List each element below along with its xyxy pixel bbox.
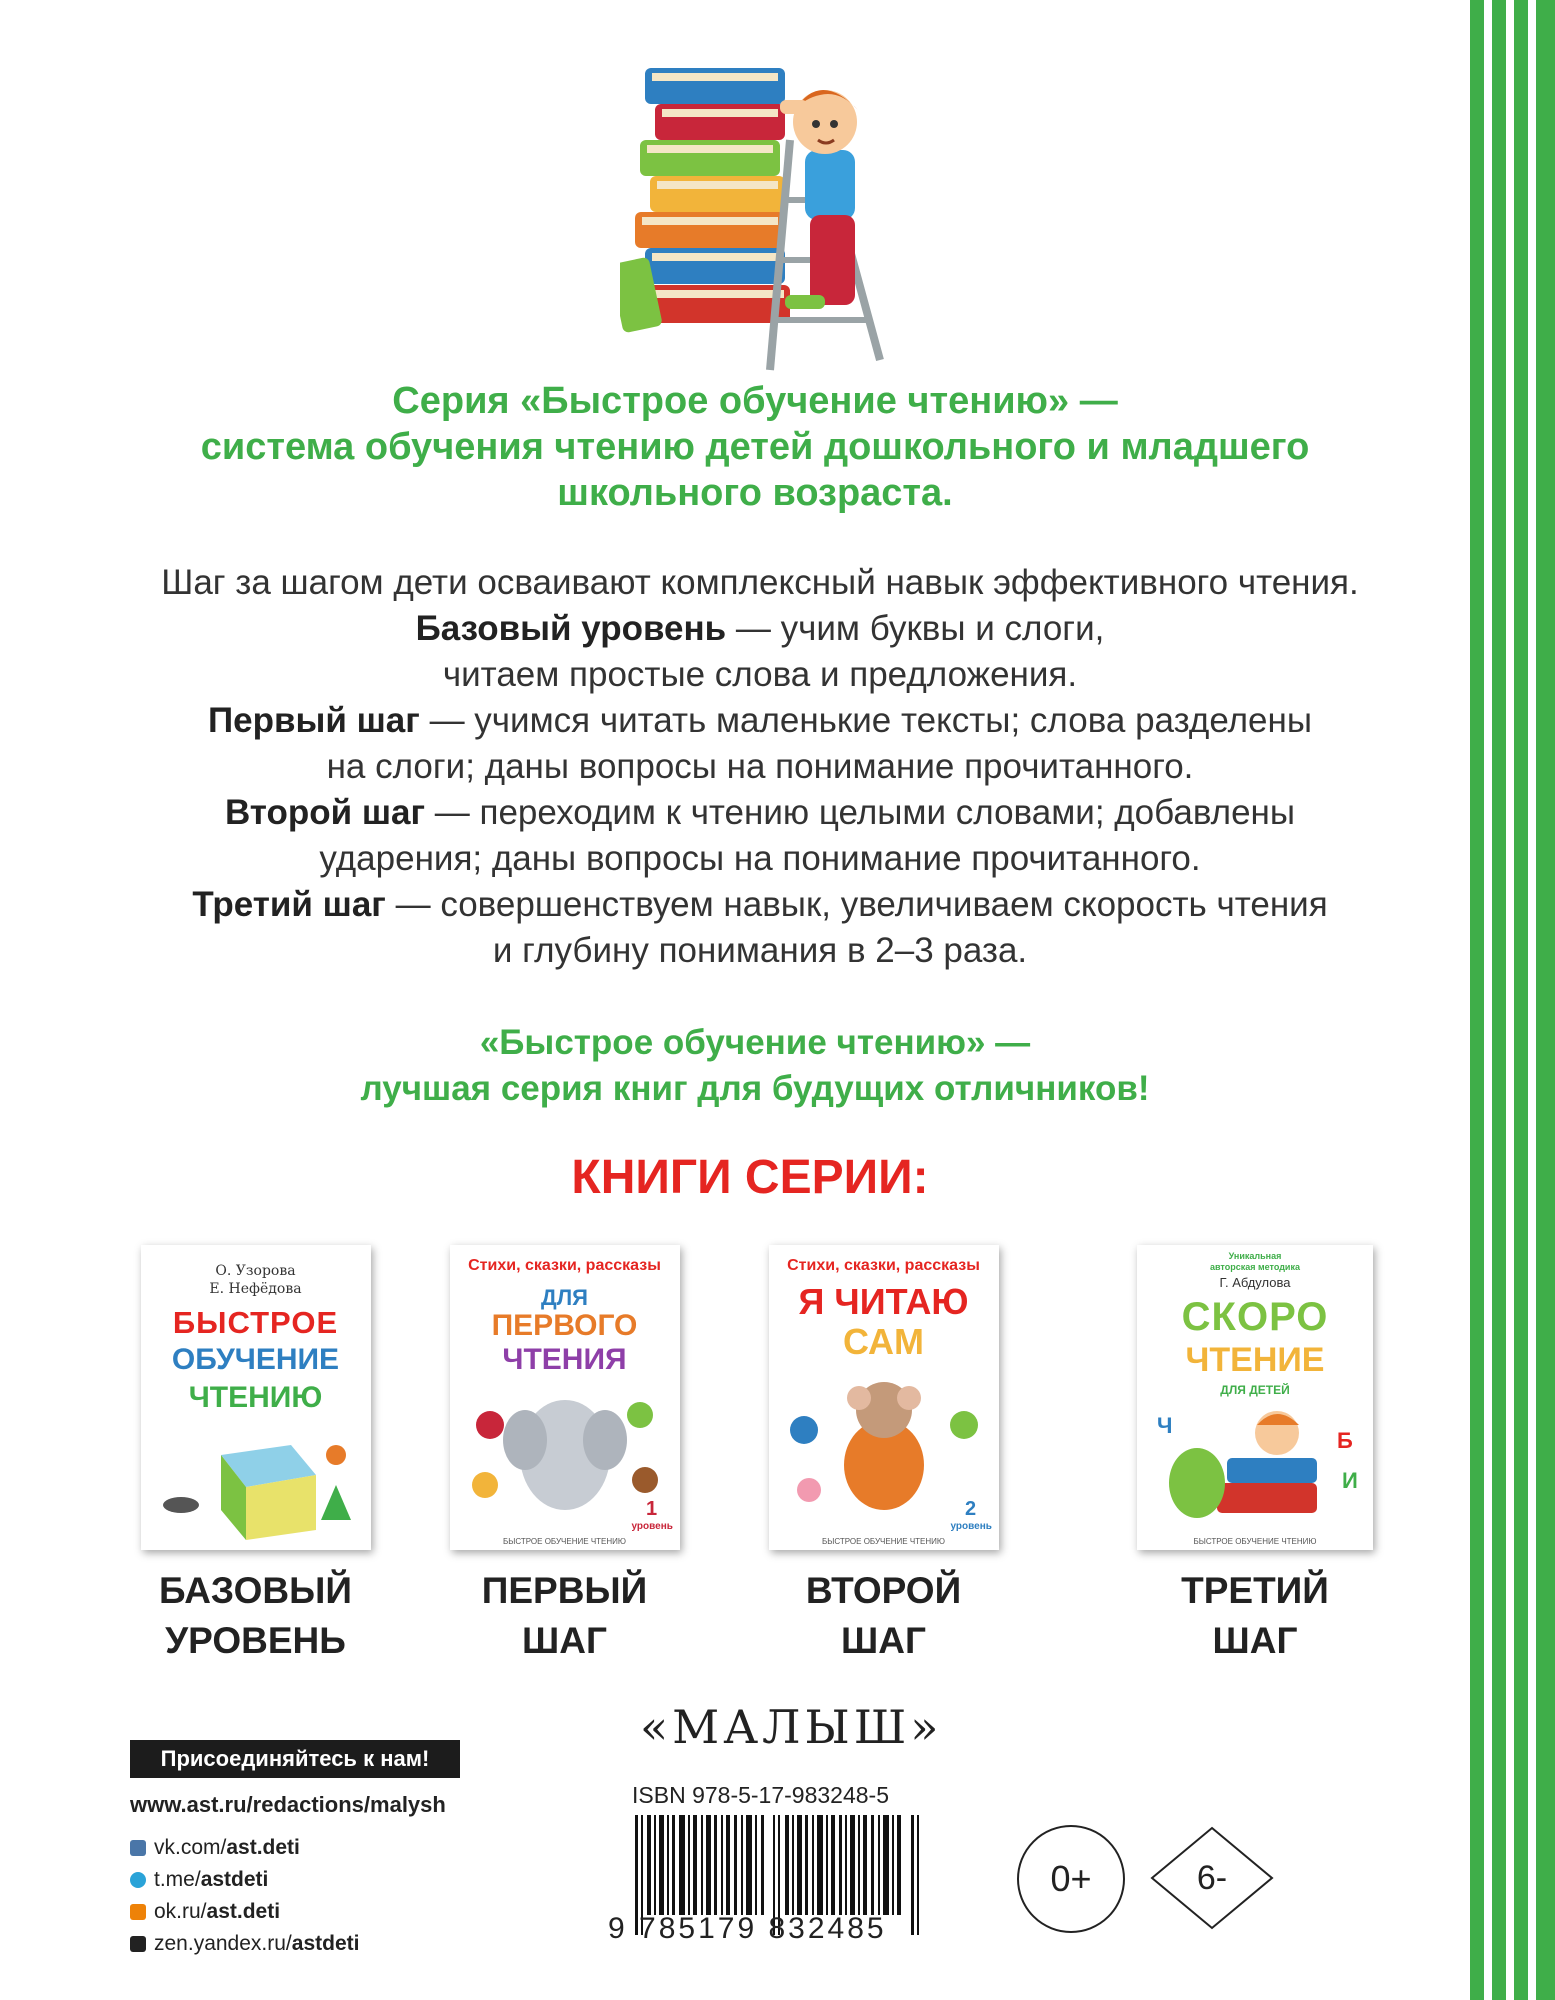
cover-illustration (1137, 1403, 1373, 1533)
level-text: — совершенствуем навык, увеличиваем скорость чтения (385, 885, 1328, 924)
series-intro (180, 378, 1330, 516)
odnoklassniki-icon (130, 1904, 146, 1920)
cover-title: ДЛЯ (541, 1285, 588, 1310)
cover-subtitle: Стихи, сказки, рассказы (468, 1257, 661, 1274)
series-description (60, 560, 1460, 974)
cover-title: ЧТЕНИЮ (188, 1381, 323, 1414)
cover-title: ЧТЕНИЯ (502, 1343, 627, 1376)
age-rating-badge: 0+ (1017, 1825, 1125, 1933)
cover-title: БЫСТРОЕ (172, 1305, 339, 1340)
cover-title: ПЕРВОГО (491, 1309, 638, 1342)
social-link-zen[interactable]: zen.yandex.ru/ astdeti (130, 1932, 550, 1956)
age-range-text: 6- (1196, 1859, 1228, 1897)
publisher-logo: «МАЛЫШ» (640, 1700, 943, 1754)
isbn-number: ISBN 978-5-17-983248-5 (632, 1782, 889, 1808)
cover-subtitle: ДЛЯ ДЕТЕЙ (1220, 1383, 1290, 1397)
barcode-digits: 9 785179 832485 (608, 1912, 887, 1945)
cover-title: ОБУЧЕНИЕ (171, 1343, 340, 1376)
book-card (447, 1245, 682, 1666)
cover-subtitle: авторская методика (1210, 1262, 1300, 1272)
book-cover (450, 1245, 680, 1550)
book-label: БАЗОВЫЙ УРОВЕНЬ (159, 1570, 352, 1661)
cover-title: САМ (842, 1321, 925, 1362)
book-label: ВТОРОЙ ШАГ (805, 1570, 962, 1661)
level-text: и глубину понимания в 2–3 раза. (492, 931, 1028, 970)
intro-line: система обучения чтению детей дошкольного и младшего (200, 426, 1310, 468)
book-card (766, 1245, 1001, 1666)
book-cover (1137, 1245, 1373, 1550)
level-text: — переходим к чтению целыми словами; добавлены (425, 793, 1296, 832)
level-title: Второй шаг (224, 793, 426, 832)
level-title: Базовый уровень (415, 609, 727, 648)
level-badge: 1 уровень (631, 1498, 673, 1532)
slogan-line: лучшая серия книг для будущих отличников! (360, 1069, 1150, 1108)
cover-subtitle: Уникальная (1228, 1251, 1282, 1261)
social-block (130, 1740, 550, 1956)
cover-series: БЫСТРОЕ ОБУЧЕНИЕ ЧТЕНИЮ (1193, 1537, 1317, 1546)
level-text: на слоги; даны вопросы на понимание прочитанного. (326, 747, 1194, 786)
level-text: — учимся читать маленькие тексты; слова разделены (419, 701, 1313, 740)
cover-title: ЧТЕНИЕ (1185, 1341, 1325, 1379)
cover-author: Г. Абдулова (1219, 1275, 1291, 1290)
level-text: — учим буквы и слоги, (726, 609, 1105, 648)
svg-text:Б: Б (1337, 1428, 1353, 1453)
cover-illustration (769, 1370, 999, 1510)
telegram-icon (130, 1872, 146, 1888)
website-link[interactable]: www.ast.ru/redactions/malysh (130, 1792, 446, 1817)
level-text: ударения; даны вопросы на понимание прочитанного. (319, 839, 1201, 878)
book-cover (769, 1245, 999, 1550)
level-text: читаем простые слова и предложения. (442, 655, 1078, 694)
zen-icon (130, 1936, 146, 1952)
level-title: Первый шаг (207, 701, 420, 740)
book-card (1135, 1245, 1375, 1666)
boy-with-books-illustration (620, 40, 930, 380)
social-link-ok[interactable]: ok.ru/ ast.deti (130, 1900, 550, 1924)
cover-author: Е. Нефёдова (209, 1281, 302, 1297)
slogan-line: «Быстрое обучение чтению» — (479, 1023, 1031, 1062)
level-title: Третий шаг (192, 885, 386, 924)
social-link-telegram[interactable]: t.me/ astdeti (130, 1868, 550, 1892)
vk-icon (130, 1840, 146, 1856)
age-range-badge (1150, 1826, 1274, 1930)
intro-line: школьного возраста. (557, 472, 953, 514)
series-slogan (180, 1020, 1330, 1112)
cover-subtitle: Стихи, сказки, рассказы (787, 1257, 980, 1274)
cover-illustration (141, 1425, 371, 1545)
svg-text:Ч: Ч (1157, 1413, 1173, 1438)
cover-title: СКОРО (1181, 1295, 1329, 1339)
intro-line: Серия «Быстрое обучение чтению» — (392, 380, 1118, 422)
level-badge: 2 уровень (950, 1498, 992, 1532)
book-card (138, 1245, 373, 1666)
cover-author: О. Узорова (215, 1263, 296, 1279)
book-label: ТРЕТИЙ ШАГ (1181, 1570, 1329, 1661)
cover-title: Я ЧИТАЮ (798, 1281, 969, 1322)
cover-series: БЫСТРОЕ ОБУЧЕНИЕ ЧТЕНИЮ (503, 1537, 626, 1546)
social-link-vk[interactable]: vk.com/ ast.deti (130, 1836, 550, 1860)
description-lead: Шаг за шагом дети осваивают комплексный навык эффективного чтения. (161, 563, 1359, 602)
join-banner: Присоединяйтесь к нам! (130, 1740, 460, 1778)
decorative-stripes (1470, 0, 1555, 2000)
book-cover (141, 1245, 371, 1550)
cover-illustration (450, 1385, 680, 1515)
svg-text:И: И (1342, 1468, 1358, 1493)
book-label: ПЕРВЫЙ ШАГ (481, 1570, 648, 1661)
books-heading: КНИГИ СЕРИИ: (571, 1151, 929, 1204)
cover-series: БЫСТРОЕ ОБУЧЕНИЕ ЧТЕНИЮ (822, 1537, 945, 1546)
